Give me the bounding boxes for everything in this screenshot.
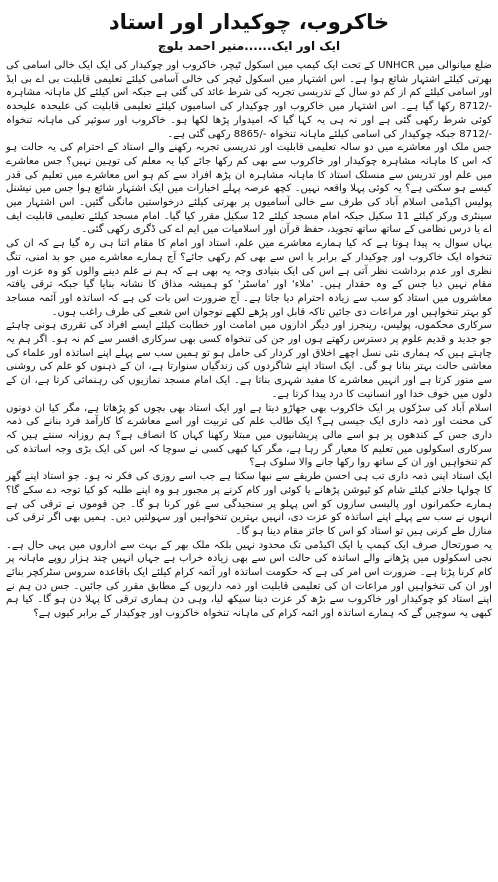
article-paragraph: یہ صورتحال صرف ایک کیمپ یا ایک اکیڈمی تک محدود نہیں بلکہ ملک بھر کے بہت سے اداروں میں یہی حال ہے۔ نجی اسکولوں میں پڑھانے والے اساتذہ کی حالت اس سے بھی زیادہ خراب ہے جہاں انہیں چند ہزار روپے ماہانہ پر کام کرنا پڑتا ہے۔ ضرورت اس امر کی ہے کہ حکومت اساتذہ اور آئمہ کرام کیلئے ایک باقاعدہ سروس سٹرکچر بنائے اور ان کی تنخواہیں اور مراعات ان کی تعلیمی قابلیت اور ذمہ داریوں کے مطابق مقرر کی جائیں۔ جس دن ہم نے اپنے استاد کو چوکیدار اور خاکروب سے بڑھ کر عزت دینا سیکھ لیا، وہی دن ہماری ترقی کا پہلا دن ہو گا۔ کیا ہم کبھی یہ سوچیں گے کہ ہمارے اساتذہ اور ائمہ کرام کی ماہانہ تنخواہ خاکروب اور چوکیدار کے برابر کیوں ہے؟ (6, 539, 492, 620)
article-paragraph: ایک استاد اپنی ذمہ داری تب ہی احسن طریقے سے نبھا سکتا ہے جب اسے روزی کی فکر نہ ہو۔ جو استاد اپنے گھر کا چولہا جلانے کیلئے شام کو ٹیوشن پڑھانے یا کوئی اور کام کرنے پر مجبور ہو وہ اپنے طلبہ کو کیا توجہ دے سکے گا؟ ہمارے حکمرانوں اور پالیسی سازوں کو اس پہلو پر سنجیدگی سے غور کرنا ہو گا۔ جن قوموں نے ترقی کی ہے انہوں نے سب سے پہلے اپنے اساتذہ کو عزت دی، انہیں بہترین تنخواہیں اور سہولتیں دیں۔ ہمیں بھی اگر ترقی کی منازل طے کرنی ہیں تو استاد کو اس کا جائز مقام دینا ہو گا۔ (6, 471, 492, 537)
article-paragraph: جس ملک اور معاشرے میں دو سالہ تعلیمی قابلیت اور تدریسی تجربہ رکھنے والے استاد کے احترام کی یہ حالت ہو کہ اس کا ماہانہ مشاہرہ چوکیدار اور خاکروب سے بھی کم رکھا جائے کیا یہ معلم کی توہین نہیں؟ جس معاشرے میں علم اور تدریس سے منسلک استاد کا ماہانہ مشاہرہ ان پڑھ افراد سے کم ہو اس معاشرے میں تعلیم کی قدر کیسے ہو سکتی ہے؟ یہ کوئی پہلا واقعہ نہیں۔ کچھ عرصہ پہلے اخبارات میں ایک اشتہار شائع ہوا جس میں نیشنل پولیس اکیڈمی اسلام آباد کی طرف سے خالی آسامیوں پر بھرتی کیلئے درخواستیں مانگی گئیں۔ اس اشتہار میں سینٹری ورکر کیلئے 11 سکیل جبکہ امام مسجد کیلئے 12 سکیل مقرر کیا گیا۔ امام مسجد کیلئے تعلیمی قابلیت ایف اے یا درس نظامی کے ساتھ ساتھ تجوید، حفظ قرآن اور اسلامیات میں ایم اے کی ڈگری رکھی گئی۔ (6, 142, 492, 236)
column-byline: ایک اور ایک......منیر احمد بلوچ (157, 39, 341, 53)
article-paragraph: اسلام آباد کی سڑکوں پر ایک خاکروب بھی جھاڑو دیتا ہے اور ایک استاد بھی بچوں کو پڑھاتا ہے، مگر کیا ان دونوں کی محنت اور ذمہ داری ایک جیسی ہے؟ ایک طالب علم کی تربیت اور اسے معاشرے کا کارآمد فرد بنانے کی ذمہ داری جس کے کندھوں پر ہو اسے مالی پریشانیوں میں مبتلا رکھنا کہاں کا انصاف ہے؟ ہم روزانہ سنتے ہیں کہ سرکاری اسکولوں میں تعلیم کا معیار گر رہا ہے، مگر کیا کبھی کسی نے سوچا کہ اس کی ایک بڑی وجہ اساتذہ کی کم تنخواہیں اور ان کے ساتھ روا رکھا جانے والا سلوک ہے؟ (6, 402, 492, 469)
article-paragraph: یہاں سوال یہ پیدا ہوتا ہے کہ کیا ہمارے معاشرے میں علم، استاد اور امام کا مقام اتنا ہی رہ گیا ہے کہ ان کی تنخواہ ایک خاکروب اور چوکیدار کے برابر یا اس سے بھی کم رکھی جائے؟ آج ہمارے معاشرے میں جو بد امنی، تنگ نظری اور عدم برداشت نظر آتی ہے اس کی ایک بنیادی وجہ یہ بھی ہے کہ ہم نے علم دینے والوں کو وہ عزت اور مقام نہیں دیا جس کے وہ حقدار ہیں۔ 'ملاء' اور 'ماسٹر' کو ہمیشہ مذاق کا نشانہ بنایا گیا جبکہ ترقی یافتہ معاشروں میں استاد کو سب سے زیادہ احترام دیا جاتا ہے۔ آج ضرورت اس بات کی ہے کہ اساتذہ اور آئمہ مساجد کو بہتر تنخواہیں اور مراعات دی جائیں تاکہ قابل اور پڑھے لکھے نوجوان اس شعبے کی طرف راغب ہوں۔ (6, 238, 492, 318)
column-title: خاکروب، چوکیدار اور استاد (108, 10, 390, 34)
article-body (6, 59, 492, 621)
article-paragraph: ضلع میانوالی میں UNHCR کے تحت ایک کیمپ میں اسکول ٹیچر، خاکروب اور چوکیدار کی ایک ایک خالی اسامی کی بھرتی کیلئے اشتہار شائع ہوا ہے۔ اس اشتہار میں اسکول ٹیچر کی خالی آسامی کیلئے تعلیمی قابلیت بی اے بی ایڈ اور اسامی کیلئے کم از کم دو سال کے تدریسی تجربہ کی شرط عائد کی گئی ہے جبکہ اس کیلئے کل ماہانہ مشاہرہ -/8712 رکھا گیا ہے۔ اس اشتہار میں خاکروب اور چوکیدار کی اسامیوں کیلئے تعلیمی قابلیت کی علیحدہ علیحدہ کوئی شرط رکھی گئی ہے اور نہ ہی یہ کہا گیا کہ امیدوار پڑھا لکھا ہو۔ خاکروب اور سوئپر کی ماہانہ تنخواہ -/8712 جبکہ چوکیدار کی اسامی کیلئے ماہانہ تنخواہ -/8865 رکھی گئی ہے۔ (6, 60, 492, 140)
article-paragraph: سرکاری محکموں، پولیس، رینجرز اور دیگر اداروں میں امامت اور خطابت کیلئے ایسے افراد کی تقرری ہونی چاہئے جو جدید و قدیم علوم پر دسترس رکھتے ہوں اور جن کی تنخواہ کسی بھی سرکاری افسر سے کم نہ ہو۔ اگر ہم یہ چاہتے ہیں کہ ہماری نئی نسل اچھے اخلاق اور کردار کی حامل ہو تو ہمیں سب سے پہلے اپنے اساتذہ اور علماء کی معاشی حالت بہتر بنانا ہو گی۔ ایک استاد اپنے شاگردوں کی زندگیاں سنوارتا ہے، ان کے ذہنوں کو علم کی روشنی سے منور کرتا ہے اور انہیں معاشرے کا مفید شہری بناتا ہے۔ ایک امام مسجد نمازیوں کی رہنمائی کرتا ہے، ان کے دلوں میں خوف خدا اور انسانیت کا درد پیدا کرتا ہے۔ (6, 320, 492, 400)
